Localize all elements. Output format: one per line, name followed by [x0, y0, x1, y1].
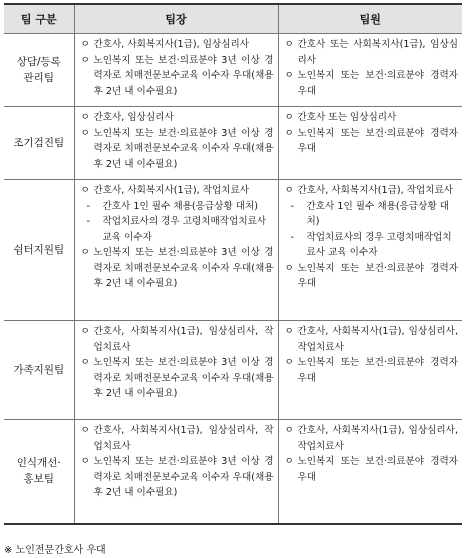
dash-marker: -	[86, 216, 90, 227]
team-name-line: 인식개선·	[16, 457, 61, 470]
requirement-text: 간호사, 임상심리사	[93, 112, 174, 123]
bullet-marker: ㅇ	[284, 262, 294, 274]
team-name-line: 상담/등록	[16, 56, 61, 68]
requirement-item	[79, 53, 274, 100]
requirement-text: 노인복지 또는 보건·의료분야 경력자 우대	[297, 456, 458, 483]
bullet-marker: ㅇ	[284, 425, 294, 436]
requirement-item	[79, 355, 274, 402]
member-requirements-cell	[278, 180, 462, 321]
team-name-cell	[4, 34, 74, 107]
leader-requirements-cell	[74, 107, 278, 180]
requirement-text: 노인복지 또는 보건·의료분야 3년 이상 경력자로 치매전문보수교육 이수자 우대(채용 후 2년 내 이수필요)	[93, 247, 274, 289]
requirement-text: 간호사, 사회복지사(1급), 임상심리사, 작업치료사	[93, 425, 274, 452]
member-requirements-cell	[278, 321, 462, 420]
sub-requirement-item	[283, 230, 459, 261]
header-row	[4, 4, 462, 34]
member-requirements-cell	[278, 420, 462, 524]
team-name-cell	[4, 107, 74, 180]
team-name-line: 쉼터지원팀	[13, 244, 65, 256]
bullet-marker: ㅇ	[80, 112, 90, 123]
bullet-marker: ㅇ	[284, 456, 294, 467]
dash-marker: -	[86, 200, 90, 212]
requirement-text: 노인복지 또는 보건·의료분야 경력자 우대	[297, 127, 458, 154]
header-member: 팀원	[278, 4, 462, 34]
dash-marker: -	[290, 231, 294, 243]
member-requirements-cell	[278, 107, 462, 180]
leader-requirements-cell	[74, 420, 278, 524]
requirement-item	[283, 183, 459, 199]
team-name-line: 홍보팀	[23, 473, 54, 486]
bullet-marker: ㅇ	[80, 54, 90, 66]
bullet-marker: ㅇ	[284, 70, 294, 81]
bullet-marker: ㅇ	[284, 39, 294, 50]
table-row	[4, 321, 462, 420]
footnote: ※ 노인전문간호사 우대	[4, 545, 106, 556]
bullet-marker: ㅇ	[80, 247, 90, 258]
requirement-text: 노인복지 또는 보건·의료분야 3년 이상 경력자로 치매전문보수교육 이수자 우대(채용 후 2년 내 이수필요)	[93, 127, 274, 170]
requirement-text: 노인복지 또는 보건·의료분야 3년 이상 경력자로 치매전문보수교육 이수자 우대(채용 후 2년 내 이수필요)	[93, 456, 274, 498]
bullet-marker: ㅇ	[80, 185, 90, 196]
requirement-item	[283, 454, 459, 485]
requirement-text: 노인복지 또는 보건·의료분야 경력자 우대	[297, 70, 458, 97]
leader-requirements-cell	[74, 321, 278, 420]
sub-requirement-text: 작업치료사의 경우 고령치매작업치료사 교육 이수자	[306, 231, 452, 258]
sub-requirement-item	[283, 199, 459, 230]
table-row	[4, 420, 462, 524]
requirement-item	[283, 261, 459, 292]
requirement-item	[283, 126, 459, 157]
requirement-text: 노인복지 또는 보건·의료분야 3년 이상 경력자로 치매전문보수교육 이수자 우대(채용 후 2년 내 이수필요)	[93, 54, 274, 97]
requirement-text: 간호사, 사회복지사(1급), 임상심리사	[93, 39, 250, 50]
requirement-item	[283, 355, 459, 386]
bullet-marker: ㅇ	[80, 39, 90, 50]
requirement-item	[283, 37, 459, 68]
bullet-marker: ㅇ	[284, 185, 294, 196]
team-name-cell	[4, 321, 74, 420]
requirement-item	[283, 423, 459, 454]
requirement-item	[283, 68, 459, 99]
requirement-item	[283, 324, 459, 355]
team-name-cell	[4, 180, 74, 321]
team-name-line: 가족지원팀	[13, 364, 65, 376]
header-team: 팀 구분	[4, 4, 74, 34]
team-name-line: 관리팀	[23, 72, 54, 84]
requirement-text: 노인복지 또는 보건·의료분야 3년 이상 경력자로 치매전문보수교육 이수자 우대(채용 후 2년 내 이수필요)	[93, 357, 274, 399]
table-row	[4, 34, 462, 107]
member-requirements-cell	[278, 34, 462, 107]
team-name-cell	[4, 420, 74, 524]
sub-requirement-item	[79, 214, 274, 245]
header-leader: 팀장	[74, 4, 278, 34]
sub-requirement-text: 간호사 1인 필수 채용(응급상황 대처)	[102, 200, 259, 212]
requirement-item	[79, 110, 274, 126]
table-row	[4, 107, 462, 180]
leader-requirements-cell	[74, 180, 278, 321]
bullet-marker: ㅇ	[80, 127, 90, 139]
requirement-item	[283, 110, 459, 126]
dash-marker: -	[290, 200, 294, 212]
requirement-text: 간호사, 사회복지사(1급), 임상심리사, 작업치료사	[297, 425, 458, 452]
sub-requirement-text: 간호사 1인 필수 채용(응급상황 대처)	[306, 200, 450, 227]
requirement-item	[79, 245, 274, 292]
requirement-text: 간호사, 사회복지사(1급), 임상심리사, 작업치료사	[297, 326, 458, 353]
sub-requirement-text: 작업치료사의 경우 고령치매작업치료사 교육 이수자	[102, 216, 267, 243]
requirement-text: 간호사, 사회복지사(1급), 작업치료사	[93, 185, 250, 196]
table-row	[4, 180, 462, 321]
leader-requirements-cell	[74, 34, 278, 107]
requirement-text: 간호사 또는 임상심리사	[297, 112, 397, 123]
bullet-marker: ㅇ	[284, 112, 294, 123]
bullet-marker: ㅇ	[80, 425, 90, 436]
table-body	[4, 34, 462, 524]
requirement-text: 간호사, 사회복지사(1급), 임상심리사, 작업치료사	[93, 326, 274, 353]
requirement-item	[79, 454, 274, 501]
bullet-marker: ㅇ	[284, 127, 294, 139]
requirement-item	[79, 423, 274, 454]
bullet-marker: ㅇ	[284, 326, 294, 337]
requirement-text: 노인복지 또는 보건·의료분야 경력자 우대	[297, 262, 458, 289]
requirement-text: 간호사, 사회복지사(1급), 작업치료사	[297, 185, 454, 196]
requirement-text: 노인복지 또는 보건·의료분야 경력자 우대	[297, 357, 458, 384]
requirement-item	[79, 183, 274, 199]
requirement-item	[79, 126, 274, 173]
staffing-requirements-table	[4, 3, 462, 525]
sub-requirement-item	[79, 199, 274, 215]
requirement-item	[79, 324, 274, 355]
requirement-item	[79, 37, 274, 53]
bullet-marker: ㅇ	[80, 326, 90, 337]
bullet-marker: ㅇ	[284, 357, 294, 368]
team-name-line: 조기검진팀	[13, 137, 65, 149]
bullet-marker: ㅇ	[80, 456, 90, 467]
requirement-text: 간호사 또는 사회복지사(1급), 임상심리사	[297, 39, 458, 66]
bullet-marker: ㅇ	[80, 357, 90, 368]
